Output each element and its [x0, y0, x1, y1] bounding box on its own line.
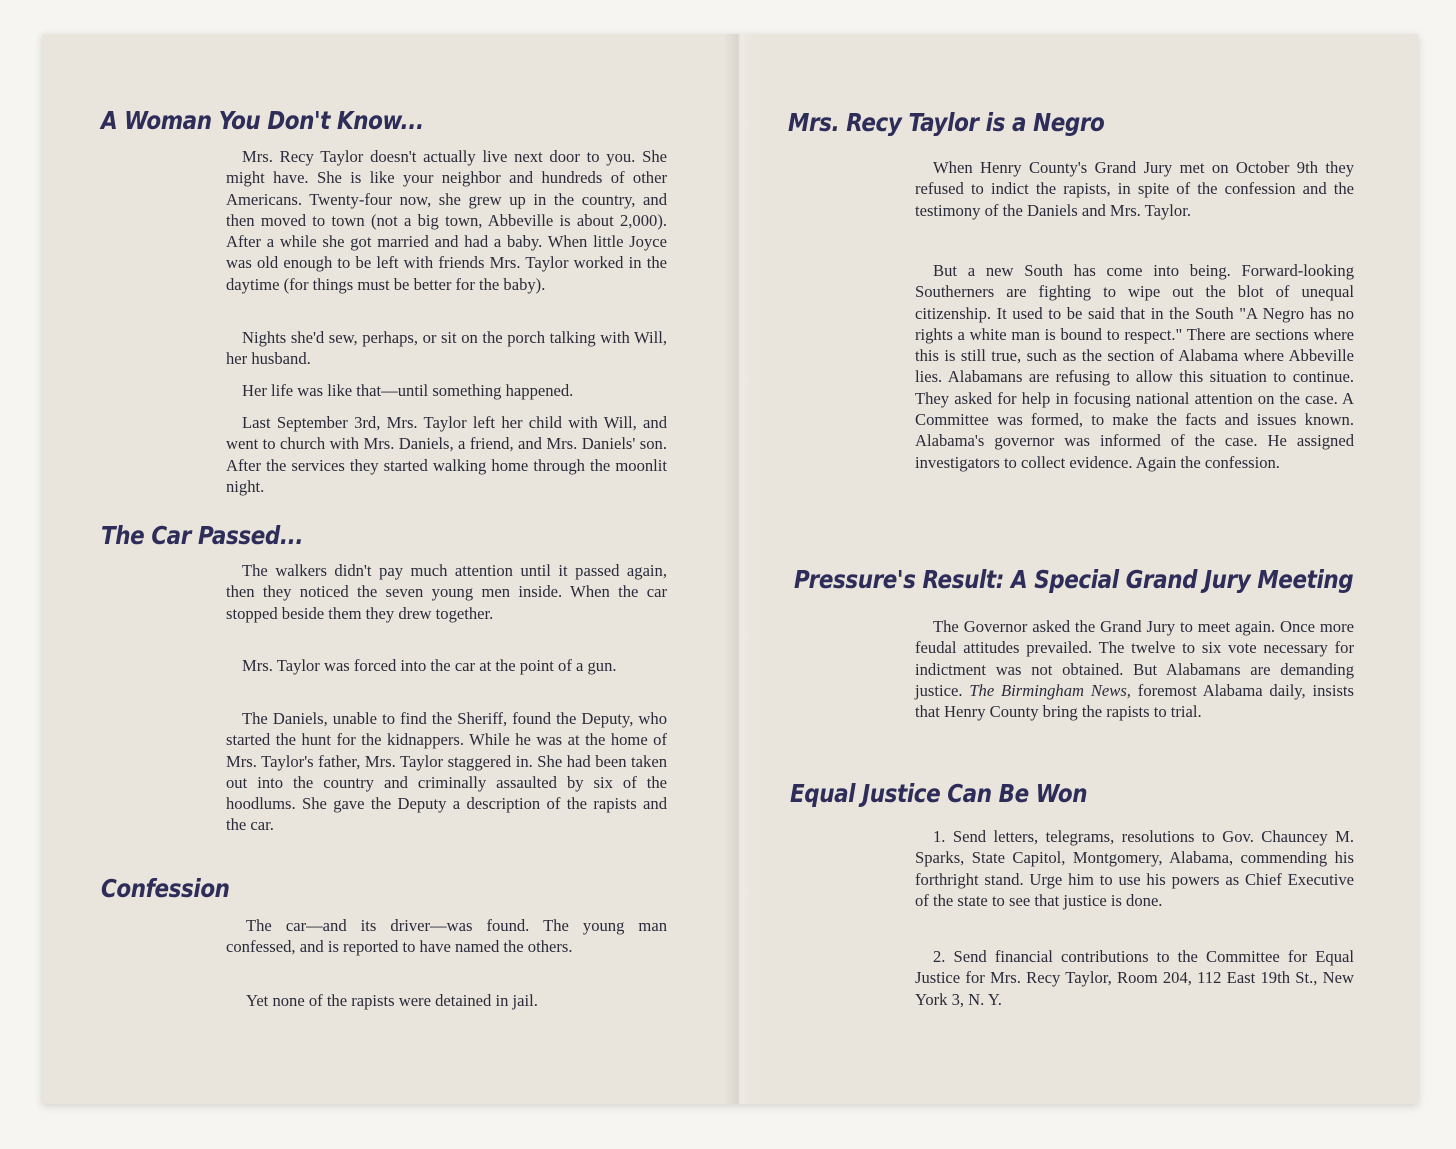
newspaper-name: The Birmingham News,: [969, 680, 1131, 700]
heading-equal-justice-can-be-won: Equal Justice Can Be Won: [790, 779, 1088, 808]
heading-confession: Confession: [101, 874, 230, 903]
paragraph-intro: Mrs. Recy Taylor doesn't actually live next door to you. She might have. She is like your neighbor and hundreds of other Americans. Twenty-four now, she grew up in the country, and then moved to town (not a big town, Abbeville is about 2,000). After a while she got married and had a baby. When little Joyce was old enough to be left with friends Mrs. Taylor worked in the daytime (for things must be better for the baby).: [226, 147, 667, 294]
paragraph-action-1: 1. Send letters, telegrams, resolutions to Gov. Chauncey M. Sparks, State Capitol, Montgomery, Alabama, commending his forthright stand. Urge him to use his powers as Chief Executive of the state to see that justice is done.: [915, 827, 1354, 910]
paragraph-new-south: But a new South has come into being. Forward-looking Southerners are fighting to wipe out the blot of unequal citizenship. It used to be said that in the South "A Negro has no rights a white man is bound to respect." There are sections where this is still true, such as the section of Alabama where Abbeville lies. Alabamans are refusing to allow this situation to continue. They asked for help in focusing national attention on the case. A Committee was formed, to make the facts and issues known. Alabama's governor was informed of the case. He assigned investigators to collect evidence. Again the confession.: [915, 261, 1354, 472]
heading-pressures-result: Pressure's Result: A Special Grand Jury Meeting: [794, 565, 1354, 594]
paragraph-walkers: The walkers didn't pay much attention until it passed again, then they noticed the seven young men inside. When the car stopped beside them they drew together.: [226, 561, 667, 623]
paragraph-nights: Nights she'd sew, perhaps, or sit on the porch talking with Will, her husband.: [226, 328, 667, 369]
paragraph-action-2: 2. Send financial contributions to the Committee for Equal Justice for Mrs. Recy Taylor, Room 204, 112 East 19th St., New York 3, N. Y.: [915, 947, 1354, 1009]
paragraph-grand-jury: When Henry County's Grand Jury met on October 9th they refused to indict the rapists, in spite of the confession and the testimony of the Daniels and Mrs. Taylor.: [915, 158, 1354, 220]
paragraph-governor: [915, 616, 1354, 722]
heading-a-woman-you-dont-know: A Woman You Don't Know...: [101, 106, 424, 135]
paragraph-not-detained: Yet none of the rapists were detained in jail.: [246, 991, 538, 1010]
heading-mrs-recy-taylor-is-a-negro: Mrs. Recy Taylor is a Negro: [788, 108, 1105, 137]
governor-text-after: foremost Alabama daily, insists that Henry County bring the rapists to trial.: [915, 680, 1355, 722]
governor-text-before: The Governor asked the Grand Jury to meet again. Once more feudal attitudes prevailed. The twelve to six vote necessary for indictment was not obtained. But Alabamans are demanding justice.: [915, 617, 1354, 700]
paragraph-last-september: Last September 3rd, Mrs. Taylor left her child with Will, and went to church with Mrs. Daniels, a friend, and Mrs. Daniels' son. After the services they started walking home through the moonlit night.: [226, 413, 667, 496]
paragraph-her-life: Her life was like that—until something happened.: [242, 381, 574, 400]
paragraph-forced: Mrs. Taylor was forced into the car at the point of a gun.: [242, 656, 617, 675]
heading-the-car-passed: The Car Passed...: [101, 521, 304, 550]
right-page: [728, 0, 1456, 1149]
paragraph-car-found: The car—and its driver—was found. The young man confessed, and is reported to have named the others.: [226, 916, 667, 957]
paragraph-daniels: The Daniels, unable to find the Sheriff, found the Deputy, who started the hunt for the kidnappers. While he was at the home of Mrs. Taylor's father, Mrs. Taylor staggered in. She had been taken out into the country and criminally assaulted by six of the hoodlums. She gave the Deputy a description of the rapists and the car.: [226, 709, 667, 835]
